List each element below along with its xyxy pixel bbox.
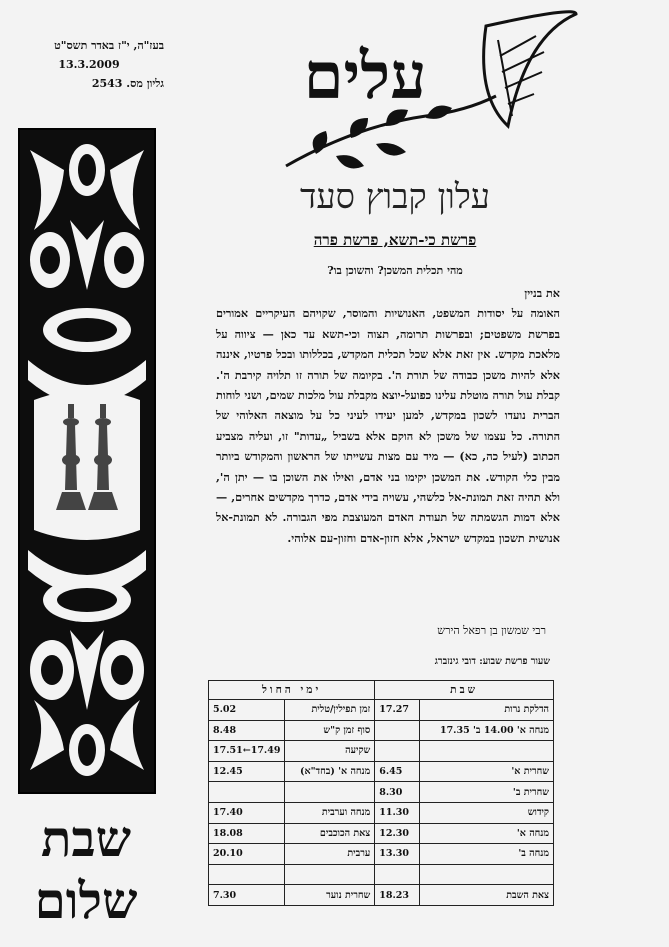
- weekday-time-cell: [209, 782, 285, 803]
- shabbat-label-cell: הדלקת נרות: [420, 700, 554, 721]
- weekday-time-cell: 5.02: [209, 700, 285, 721]
- issue-number: גליון מס. 2543: [91, 77, 164, 90]
- table-row: [209, 864, 554, 885]
- weekday-label-cell: מנחה א' (בחד"א): [285, 761, 375, 782]
- shabbat-time-cell: 11.30: [375, 802, 420, 823]
- parasha-title: פרשת כי-תשא, פרשת פרה: [313, 231, 477, 249]
- shabbat-label-cell: שחרית א': [420, 761, 554, 782]
- shabbat-column-header: שבת: [375, 681, 554, 700]
- ornamental-panel: [18, 128, 156, 794]
- shabbat-time-cell: 18.23: [375, 885, 420, 906]
- table-header-row: [209, 681, 554, 700]
- shabbat-label-cell: צאת השבת: [420, 885, 554, 906]
- weekday-time-cell: 18.08: [209, 823, 285, 844]
- weekday-time-cell: [209, 864, 285, 885]
- date-gregorian: 13.3.2009: [58, 58, 120, 71]
- weekday-time-cell: 17.40: [209, 802, 285, 823]
- weekday-time-cell: 17.51←17.49: [209, 741, 285, 762]
- weekday-label-cell: ערבית: [285, 844, 375, 865]
- weekday-label-cell: שקיעה: [285, 741, 375, 762]
- weekday-label-cell: שחרית נוער: [285, 885, 375, 906]
- shabbat-time-cell: 17.27: [375, 700, 420, 721]
- table-row: [209, 741, 554, 762]
- shabbat-time-cell: 6.45: [375, 761, 420, 782]
- shabbat-label-cell: מנחה ב': [420, 844, 554, 865]
- shabbat-word: שבת: [41, 809, 131, 868]
- table-row: [209, 802, 554, 823]
- weekday-label-cell: [285, 782, 375, 803]
- shabbat-label-cell: [420, 864, 554, 885]
- shabbat-time-cell: 8.30: [375, 782, 420, 803]
- table-row: [209, 782, 554, 803]
- article-body: [216, 283, 560, 548]
- table-row: [209, 761, 554, 782]
- floral-ornament-image: [20, 130, 154, 792]
- header-info: [14, 36, 164, 93]
- weekday-label-cell: [285, 864, 375, 885]
- logo: [276, 6, 581, 176]
- shabbat-label-cell: שחרית ב': [420, 782, 554, 803]
- weekday-time-cell: 7.30: [209, 885, 285, 906]
- weekday-time-cell: 8.48: [209, 720, 285, 741]
- shabbat-label-cell: מנחה א': [420, 823, 554, 844]
- shabbat-shalom-greeting: [16, 808, 156, 932]
- weekday-label-cell: מנחה וערבית: [285, 802, 375, 823]
- table-row: [209, 720, 554, 741]
- shabbat-time-cell: [375, 864, 420, 885]
- weekday-time-cell: 20.10: [209, 844, 285, 865]
- table-row: [209, 823, 554, 844]
- table-row: [209, 700, 554, 721]
- shabbat-time-cell: [375, 741, 420, 762]
- shabbat-label-cell: קידוש: [420, 802, 554, 823]
- article-text: האומה על יסודות המשפט, האנושיות והמוסר, שקויהם העיקריים אמורים בפרשת משפטים; ובפרשות תרומה, תצוה וכי-תשא עד כאן — ציווה על מלאכת מקדש. אין זאת אלא שכל תכלית המקדש, בכללותו ובכל פרטיו, איננה אלא להיות משכן כבודה של תורת ה'. בקיומה של תורה זו תלויה קירבת ה'. קבלת עול תורה מוטלת עלינו כפועל-יוצא מקבלת עול מלכות שמים, ושני לוחות הברית נועדו לשכון במקדש, למען יעידו לעיני כל על מוצאה האלוהי של התורה. כל עצמו של משכן לא הוקם אלא בשביל „עדות" זו, ועליה מצביע הכתוב (לעיל כה, כא) — מיד עם מצות עשייתו של הראשון והמקודש ביותר מבין כלי הקודש. את המשכן יקימו בני אדם, ואילו את השוכן בו — יתן ה', ולא תהיה זאת תמונת-אל כלשהי, עשויה בידי אדם, כדרך מקדשים אחרים, — אלא דמות הגשמתה של תעודת האדם המעוצבת מפי הגבורה. לא תמונת-אל אנושית תשכון במקדש ישראל, אלא חזון-אדם וחזון-עם אלוהי.: [216, 306, 560, 545]
- prayer-schedule-table: [208, 680, 554, 906]
- article-author: רבי שמשון בן רפאל הירש: [437, 624, 546, 637]
- shabbat-label-cell: [420, 741, 554, 762]
- weekday-label-cell: סוף זמן ק"ש: [285, 720, 375, 741]
- shabbat-time-cell: 13.30: [375, 844, 420, 865]
- shabbat-label-cell: מנחה א' 14.00 ב' 17.35: [420, 720, 554, 741]
- newsletter-subtitle: עלון קבוץ סעד: [299, 177, 491, 217]
- shabbat-time-cell: [375, 720, 420, 741]
- table-row: [209, 844, 554, 865]
- article-title: מהי תכלית המשכן? והשוכן בו?: [327, 264, 463, 277]
- date-hebrew: בעז"ה, י"ז באדר תשס"ט: [54, 39, 164, 52]
- logo-text: עלים: [303, 39, 427, 114]
- shabbat-time-cell: 12.30: [375, 823, 420, 844]
- weekday-column-header: ימי החול: [209, 681, 375, 700]
- schedule-title: שעור פרשת שבוע: דובי גינזברג: [434, 656, 550, 667]
- table-row: [209, 885, 554, 906]
- weekday-label-cell: צאת הכוכבים: [285, 823, 375, 844]
- shalom-word: שלום: [34, 871, 138, 930]
- weekday-label-cell: זמן תפילין/טלית: [285, 700, 375, 721]
- article-lead: את בניין: [524, 286, 560, 300]
- weekday-time-cell: 12.45: [209, 761, 285, 782]
